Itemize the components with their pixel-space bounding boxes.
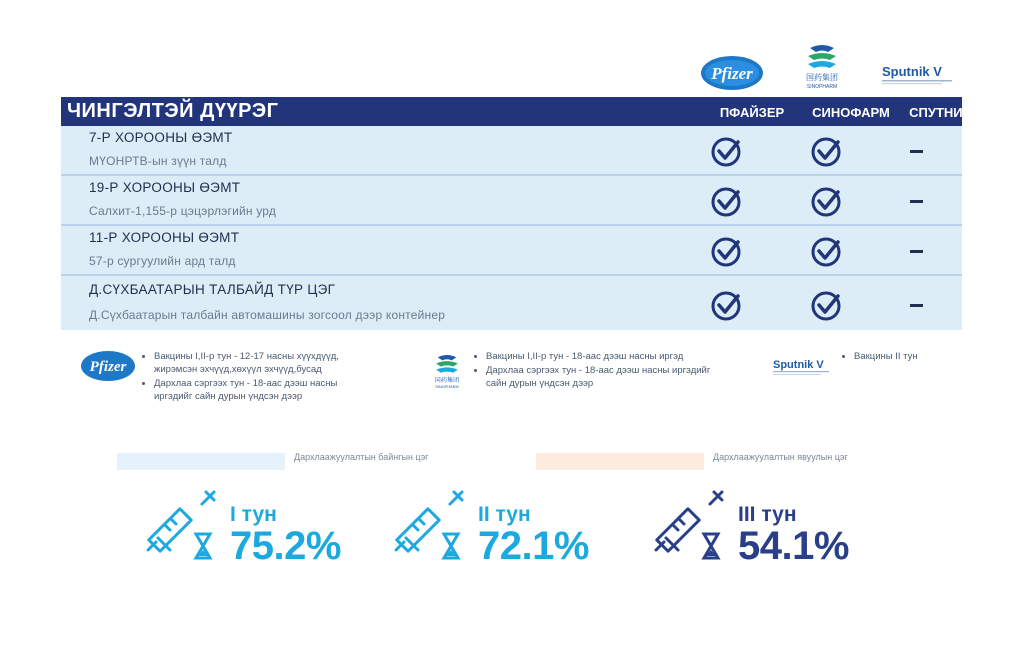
column-pfizer: ПФАЙЗЕР xyxy=(719,105,785,120)
info-item: • Вакцины I,II-р тун - 12-17 насны хүүхдүүд, жирэмсэн эхчүүд,хөхүүл эхчүүд,бусад xyxy=(154,350,372,376)
legend-mobile-swatch xyxy=(536,453,704,470)
legend-mobile-label: Дархлаажуулалтын явуулын цэг xyxy=(713,452,848,462)
site-address: МҮОНРТВ-ын зүүн талд xyxy=(89,154,227,168)
dash-icon xyxy=(871,236,961,268)
info-item: • Вакцины II тун xyxy=(854,350,952,363)
dose-2-label: II тун xyxy=(478,503,531,526)
site-name: 11-Р ХОРООНЫ ӨЭМТ xyxy=(89,230,240,245)
dash-icon xyxy=(871,136,961,168)
pfizer-info-logo xyxy=(80,350,136,387)
check-icon xyxy=(681,236,771,268)
site-name: 7-Р ХОРООНЫ ӨЭМТ xyxy=(89,130,233,145)
syringe-icon xyxy=(648,488,728,569)
sinopharm-info xyxy=(474,350,714,391)
site-address: Д.Сүхбаатарын талбайн автомашины зогсоол дээр контейнер xyxy=(89,308,446,322)
check-icon xyxy=(781,186,871,218)
sinopharm-logo-en: SINOPHARM xyxy=(806,84,838,90)
dash-icon xyxy=(871,186,961,218)
pfizer-logo-text: Pfizer xyxy=(711,64,753,83)
pfizer-info xyxy=(142,350,372,404)
info-item: • Вакцины I,II-р тун - 18-аас дээш насны иргэд xyxy=(486,350,714,363)
check-icon xyxy=(781,136,871,168)
dose-1-label: I тун xyxy=(230,503,277,526)
column-sputnik: СПУТНИК V xyxy=(909,105,983,120)
info-item: • Дархлаа сэргээх тун - 18-аас дээш насны иргэдийг сайн дурын үндсэн дээр xyxy=(486,364,714,390)
table-row xyxy=(61,126,962,176)
vaccination-sites-list xyxy=(61,126,962,330)
sputnik-logo-text: Sputnik V xyxy=(882,64,942,79)
dash-icon xyxy=(871,290,961,322)
pfizer-logo xyxy=(700,55,764,91)
legend-fixed-swatch xyxy=(117,453,285,470)
dose-2-value: 72.1% xyxy=(478,524,589,568)
dose-3-value: 54.1% xyxy=(738,524,849,568)
site-name: 19-Р ХОРООНЫ ӨЭМТ xyxy=(89,180,241,195)
table-header xyxy=(61,97,983,126)
sputnik-info-logo-text: Sputnik V xyxy=(773,359,824,371)
site-address: Салхит-1,155-р цэцэрлэгийн урд xyxy=(89,204,277,218)
dose-3-label: III тун xyxy=(738,503,797,526)
sinopharm-info-logo-en: SINOPHARM xyxy=(435,385,459,390)
column-sinopharm: СИНОФАРМ xyxy=(812,105,890,120)
check-icon xyxy=(781,236,871,268)
check-icon xyxy=(781,290,871,322)
table-row xyxy=(61,226,962,276)
syringe-icon xyxy=(140,488,220,569)
sinopharm-info-logo xyxy=(430,352,464,397)
sinopharm-info-logo-cn: 国药集团 xyxy=(434,377,460,385)
site-address: 57-р сургуулийн ард талд xyxy=(89,254,236,268)
district-title: ЧИНГЭЛТЭЙ ДҮҮРЭГ xyxy=(67,100,279,122)
pfizer-info-logo-text: Pfizer xyxy=(89,359,127,375)
dose-1-value: 75.2% xyxy=(230,524,341,568)
table-row xyxy=(61,176,962,226)
info-item: • Дархлаа сэргээх тун - 18-аас дээш насны иргэдийг сайн дурын үндсэн дээр xyxy=(154,377,372,403)
sinopharm-logo xyxy=(800,42,844,92)
syringe-icon xyxy=(388,488,468,569)
check-icon xyxy=(681,136,771,168)
sputnik-info-logo xyxy=(772,356,836,383)
sinopharm-logo-cn: 国药集团 xyxy=(806,73,838,82)
sputnik-info xyxy=(842,350,952,364)
sputnik-logo xyxy=(880,62,960,90)
table-row xyxy=(61,276,962,330)
check-icon xyxy=(681,290,771,322)
site-name: Д.СҮХБААТАРЫН ТАЛБАЙД ТҮР ЦЭГ xyxy=(89,282,336,297)
check-icon xyxy=(681,186,771,218)
legend-fixed-label: Дархлаажуулалтын байнгын цэг xyxy=(294,452,429,462)
